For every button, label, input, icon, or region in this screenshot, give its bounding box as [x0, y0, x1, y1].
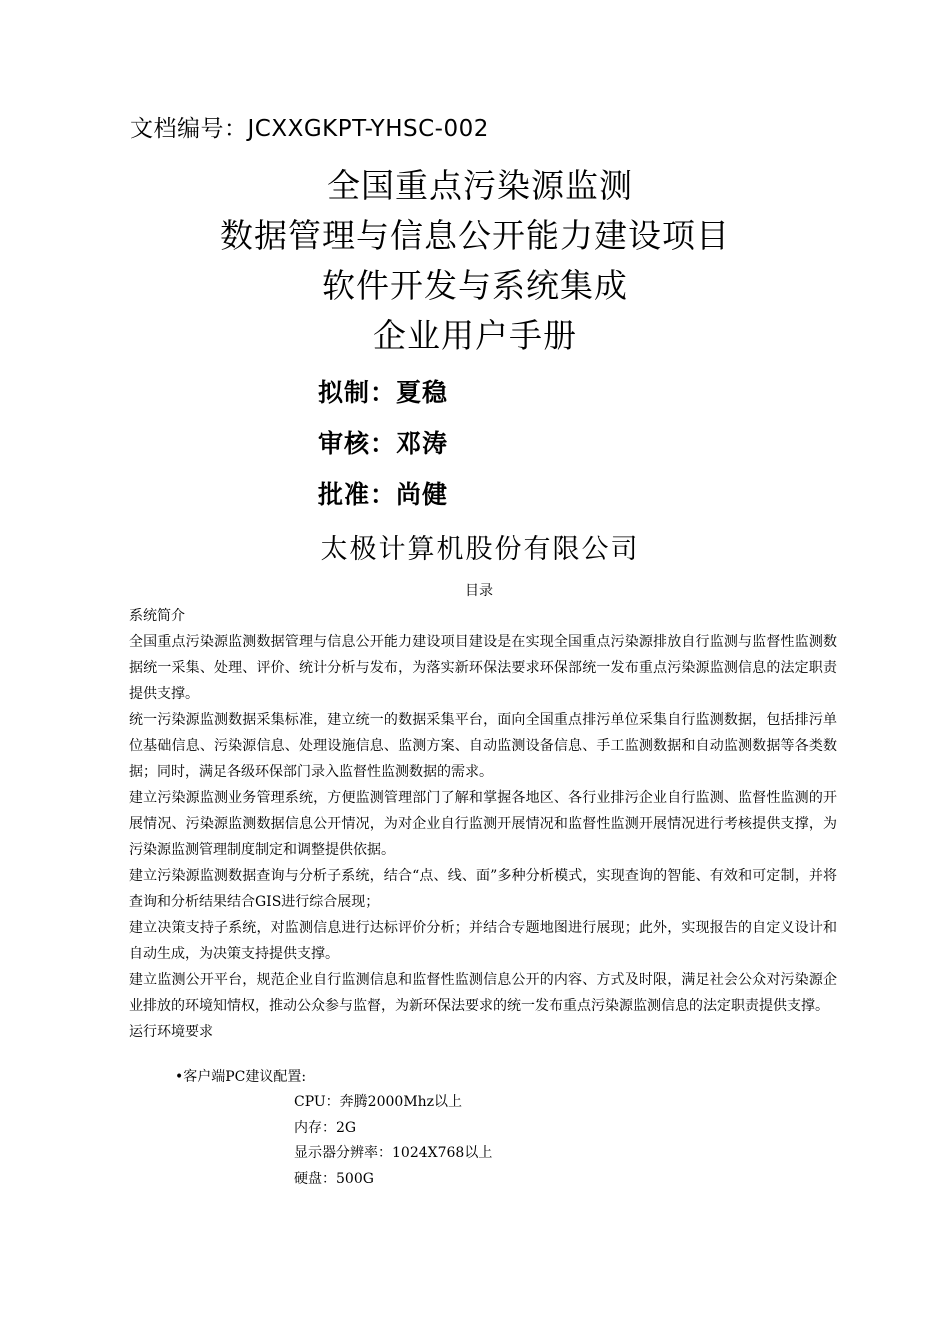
section-heading-intro: 系统简介: [129, 608, 185, 624]
spec-cpu: CPU：奔腾2000Mhz以上: [294, 1094, 463, 1110]
section-heading-env: 运行环境要求: [129, 1024, 213, 1040]
spec-memory: 内存：2G: [294, 1120, 357, 1136]
client-config-title: •客户端PC建议配置:: [175, 1069, 307, 1085]
title-line-2: 数据管理与信息公开能力建设项目: [220, 216, 730, 255]
drafted-by: 拟制：夏稳: [318, 378, 449, 407]
intro-paragraph: 建立决策支持子系统，对监测信息进行达标评价分析；并结合专题地图进行展现；此外，实现报告的自定义设计和自动生成，为决策支持提供支撑。: [129, 920, 837, 962]
intro-paragraph: 统一污染源监测数据采集标准，建立统一的数据采集平台，面向全国重点排污单位采集自行监测数据，包括排污单位基础信息、污染源信息、处理设施信息、监测方案、自动监测设备信息、手工监测数据和自动监测数据等各类数据；同时，满足各级环保部门录入监督性监测数据的需求。: [129, 712, 837, 780]
title-line-1: 全国重点污染源监测: [327, 166, 633, 205]
intro-paragraph: 建立污染源监测数据查询与分析子系统，结合“点、线、面”多种分析模式，实现查询的智能、有效和可定制，并将查询和分析结果结合GIS进行综合展现；: [129, 868, 837, 910]
title-line-3: 软件开发与系统集成: [322, 266, 628, 305]
intro-paragraph: 全国重点污染源监测数据管理与信息公开能力建设项目建设是在实现全国重点污染源排放自行监测与监督性监测数据统一采集、处理、评价、统计分析与发布，为落实新环保法要求环保部统一发布重点污染源监测信息的法定职责提供支撑。: [129, 634, 837, 702]
company-name: 太极计算机股份有限公司: [320, 534, 640, 565]
reviewed-by: 审核：邓涛: [318, 429, 449, 458]
spec-resolution: 显示器分辨率：1024X768以上: [294, 1145, 493, 1161]
intro-paragraph: 建立污染源监测业务管理系统，方便监测管理部门了解和掌握各地区、各行业排污企业自行监测、监督性监测的开展情况、污染源监测数据信息公开情况，为对企业自行监测开展情况和监督性监测开展情况进行考核提供支撑，为污染源监测管理制度制定和调整提供依据。: [129, 790, 837, 858]
toc-heading: 目录: [465, 583, 493, 599]
body-text: [129, 603, 837, 1045]
spec-disk: 硬盘：500G: [294, 1171, 374, 1187]
document-number: 文档编号：JCXXGKPT-YHSC-002: [130, 116, 489, 142]
title-line-4: 企业用户手册: [373, 316, 577, 355]
intro-paragraph: 建立监测公开平台，规范企业自行监测信息和监督性监测信息公开的内容、方式及时限，满足社会公众对污染源企业排放的环境知情权，推动公众参与监督，为新环保法要求的统一发布重点污染源监测信息的法定职责提供支撑。: [129, 972, 837, 1014]
approved-by: 批准：尚健: [318, 480, 449, 509]
